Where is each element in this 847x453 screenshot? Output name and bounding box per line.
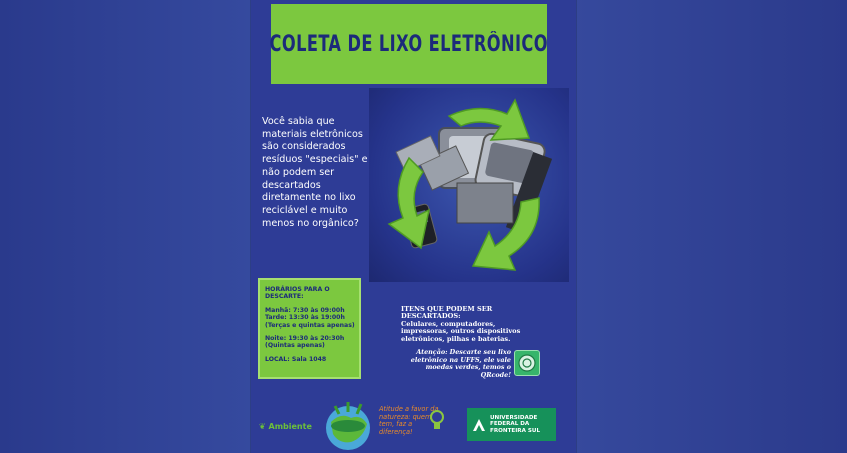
schedule-location: LOCAL: Sala 1048 — [265, 355, 327, 363]
accepted-items — [401, 306, 541, 343]
items-text: Celulares, computadores, impressoras, outros dispositivos eletrônicos, pilhas e baterias. — [401, 319, 521, 343]
lightbulb-icon — [430, 410, 444, 432]
schedule-afternoon: Tarde: 13:30 às 19:00h — [265, 314, 345, 322]
uffs-line2: FEDERAL DA — [490, 421, 530, 428]
title-banner — [271, 4, 547, 84]
uffs-logo — [467, 408, 556, 441]
uffs-line3: FRONTEIRA SUL — [490, 427, 541, 434]
schedule-night-note: (Quintas apenas) — [265, 342, 325, 350]
uffs-name — [490, 415, 540, 434]
green-globe-icon — [321, 398, 375, 452]
ambiente-logo — [259, 422, 312, 431]
poster — [251, 0, 576, 453]
uffs-emblem-icon — [471, 417, 487, 433]
schedule-heading-2: DESCARTE: — [265, 293, 304, 301]
ambiente-logo-text: Ambiente — [268, 422, 312, 431]
recycling-illustration — [369, 88, 569, 282]
items-heading: ITENS QUE PODEM SER DESCARTADOS: — [401, 305, 493, 321]
leaf-icon: ❦ — [259, 422, 266, 431]
footer — [251, 392, 576, 453]
recycle-icon — [369, 88, 569, 282]
schedule-afternoon-note: (Terças e quintas apenas) — [265, 321, 355, 329]
poster-title: COLETA DE LIXO ELETRÔNICO — [269, 31, 549, 57]
slogan-text: Atitude a favor da natureza: quem tem, faz a diferença! — [379, 405, 439, 436]
qrcode-coin-icon — [514, 350, 540, 376]
schedule-box — [258, 278, 361, 379]
attention-note: Atenção: Descarte seu lixo eletrônico na UFFS, ele vale moedas verdes, temos o QRcode! — [410, 348, 511, 379]
schedule-heading-1: HORÁRIOS PARA O — [265, 286, 330, 293]
uffs-line1: UNIVERSIDADE — [490, 414, 538, 421]
schedule-morning: Manhã: 7:30 às 09:00h — [265, 306, 345, 314]
schedule-night: Noite: 19:30 às 20:30h — [265, 335, 345, 343]
question-text: Você sabia que materiais eletrônicos são considerados resíduos "especiais" e não podem ser descartados diretamente no lixo reciclável e muito menos no orgânico? — [262, 116, 368, 229]
